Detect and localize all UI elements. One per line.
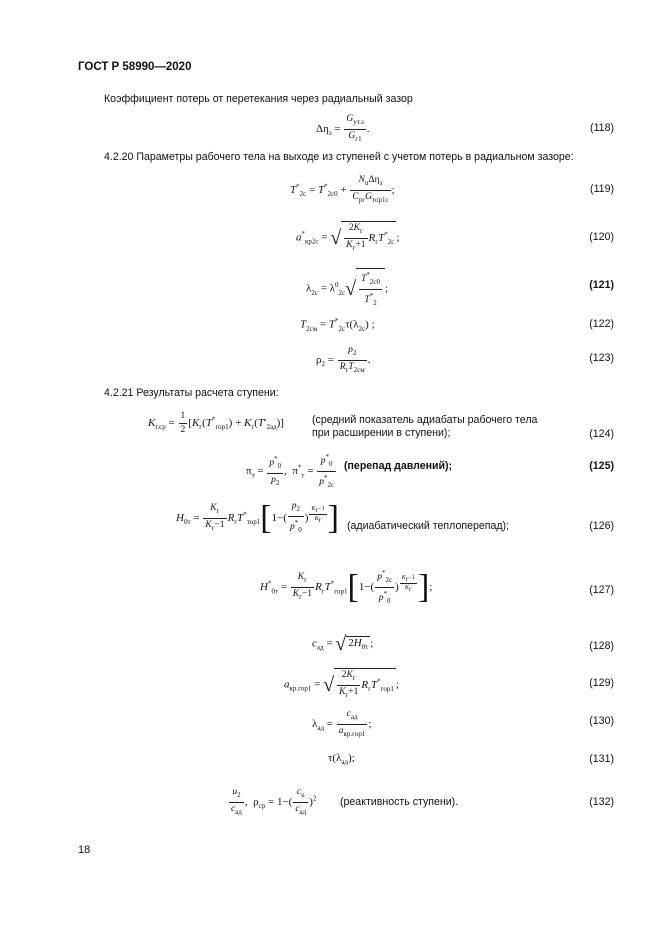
formula-132: $u_2$ $c_{ад}$ , $\rho_{ср} = 1-$( $c_u$ $c_{ад}$ )$^2$ [231, 787, 317, 816]
formula-119: $T^*_{2с} = T^*_{2с0}$ + $N_u\Delta\eta_з$ $C_{pг}G_{тор1с}$ ; [290, 175, 395, 204]
document-header: ГОСТ Р 58990—2020 [78, 61, 192, 73]
formula-118: $\Delta\eta_з$ = $G_{ут.з}$ $G_{г1}$ . [316, 114, 370, 143]
formula-121: $\lambda_{2с} = \lambda^0_{2с}√$ $T^*_{2с0}$ $T^*_2$ ; [306, 268, 388, 310]
eq-number-127: (127) [589, 584, 614, 596]
eq-number-131: (131) [589, 753, 614, 765]
eq-number-124: (124) [589, 428, 614, 440]
formula-128: $c_{ад}$ = √ $2H_{0т}$ ; [312, 633, 374, 655]
note-126: (адиабатический теплоперепад); [347, 520, 510, 532]
eq-number-130: (130) [589, 715, 614, 727]
formula-122: $T_{2см} = T^*_{2с}\tau(\lambda_{2с})$ ; [300, 317, 375, 333]
formula-131: $\tau(\lambda_{ад})$; [328, 752, 355, 767]
eq-number-132: (132) [589, 796, 614, 808]
eq-number-118: (118) [590, 122, 614, 134]
eq-number-126: (126) [589, 520, 614, 532]
formula-123: $\rho_2$ = $p_2$ $R_гT_{2см}$ . [316, 345, 371, 374]
formula-130: $\lambda_{ад}$ = $c_{ад}$ $a_{кр.гор1}$ ; [312, 709, 372, 738]
formula-127: $H^*_{0т}$ = $K_г$ $K_г-1$ $R_гT^*_{гор1}[1-$( $p^*_{2с}$ $p^*_0$ ) $^{K_г-1 K_г}$ ]; [260, 568, 433, 606]
note-124a: (средний показатель адиабаты рабочего тела [312, 414, 538, 426]
paragraph-outlet-params: 4.2.20 Параметры рабочего тела на выходе из ступеней с учетом потерь в радиальном зазоре: [104, 151, 574, 163]
page-number: 18 [78, 844, 91, 856]
eq-number-123: (123) [589, 352, 614, 364]
eq-number-120: (120) [589, 231, 614, 243]
note-125: (перепад давлений); [344, 460, 453, 472]
eq-number-125: (125) [589, 460, 614, 472]
eq-number-129: (129) [589, 677, 614, 689]
eq-number-119: (119) [590, 183, 614, 195]
formula-126: $H_{0т}$ = $K_г$ $K_г-1$ $R_гT^*_{тор1}[1-$( $\frac{p_2}{p^*_0}$ ) $^{K_г-1 K_г}$ ] [176, 499, 339, 537]
paragraph-leakage: Коэффициент потерь от перетекания через радиальный зазор [104, 93, 413, 105]
formula-124: $K_{г.ср}$ = $\frac{1}{2}$ $[K_г(T^*_{гор1}) + K_г(T'_{2ад})]$ [148, 411, 284, 435]
paragraph-stage-results: 4.2.21 Результаты расчета ступени: [104, 387, 279, 399]
note-124b: при расширении в ступени); [312, 427, 451, 439]
formula-125: $\pi_т$ = $\frac{p^*_0}{p_2}$ , $\pi^*_т$ = $p^*_0$ $p^*_{2с}$ [246, 453, 335, 490]
eq-number-128: (128) [589, 640, 614, 652]
formula-129: $a_{кр.гор1}$ = √ $2K_г$ $K_г+1$ $R_гT^*_{гор1}$ ; [284, 668, 399, 702]
eq-number-122: (122) [589, 318, 614, 330]
formula-120: $a^*_{кр2с}$ = √ $2K_г$ $K_г+1$ $R_гT^*_{2с}$ ; [296, 221, 399, 255]
eq-number-121: (121) [589, 279, 614, 291]
note-132: (реактивность ступени). [340, 796, 459, 808]
